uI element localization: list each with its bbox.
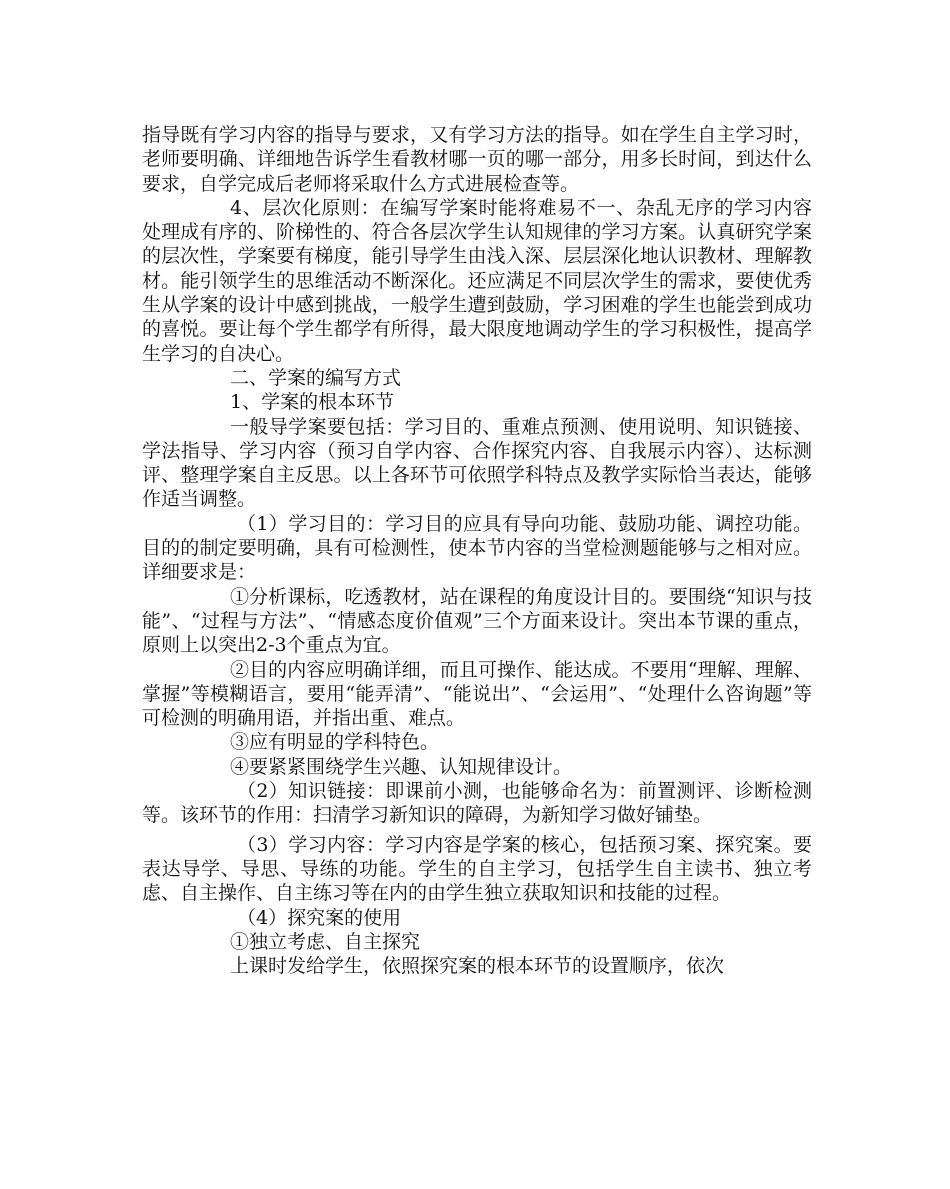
paragraph-guidance: 指导既有学习内容的指导与要求，又有学习方法的指导。如在学生自主学习时，老师要明确、详细地告诉学生看教材哪一页的哪一部分，用多长时间，到达什么要求，自学完成后老师将采取什么方式进展检查等。 [142,124,812,195]
paragraph-knowledge-link: （2）知识链接：即课前小测，也能够命名为：前置测评、诊断检测等。该环节的作用：扫清学习新知识的障碍，为新知学习做好铺垫。 [142,780,812,827]
paragraph-guide-contents: 一般导学案要包括：学习目的、重难点预测、使用说明、知识链接、学法指导、学习内容（预习自学内容、合作探究内容、自我展示内容）、达标测评、整理学案自主反思。以上各环节可依照学科特点及教学实际恰当表达，能够作适当调整。 [142,415,812,511]
paragraph-hierarchy-principle: 4、层次化原则：在编写学案时能将难易不一、杂乱无序的学习内容处理成有序的、阶梯性的、符合各层次学生认知规律的学习方案。认真研究学案的层次性，学案要有梯度，能引导学生由浅入深、层层深化地认识教材、理解教材。能引领学生的思维活动不断深化。还应满足不同层次学生的需求，要使优秀生从学案的设计中感到挑战，一般学生遭到鼓励，学习困难的学生也能尝到成功的喜悦。要让每个学生都学有所得，最大限度地调动学生的学习积极性，提高学生学习的自决心。 [142,196,812,365]
paragraph-objective-item-4: ④要紧紧围绕学生兴趣、认知规律设计。 [230,755,573,778]
section-heading-writing-method: 二、学案的编写方式 [230,366,402,389]
paragraph-inquiry-usage: （4）探究案的使用 [237,906,402,929]
paragraph-objective-item-2: ②目的内容应明确详细，而且可操作、能达成。不要用“理解、理解、掌握”等模糊语言，要用“能弄清”、“能说出”、“会运用”、“处理什么咨询题”等可检测的明确用语，并指出重、难点。 [142,658,812,730]
subsection-heading-basic-steps: 1、学案的根本环节 [230,391,395,414]
paragraph-objective-item-3: ③应有明显的学科特色。 [230,731,440,754]
paragraph-independent-inquiry: ①独立考虑、自主探究 [230,930,421,953]
paragraph-objective-item-1: ①分析课标，吃透教材，站在课程的角度设计目的。要围绕“知识与技能”、“过程与方法”、“情感态度价值观”三个方面来设计。突出本节课的重点，原则上以突出2-3个重点为宜。 [142,585,812,657]
paragraph-in-class-distribution: 上课时发给学生，依照探究案的根本环节的设置顺序，依次 [230,955,725,978]
paragraph-learning-objectives: （1）学习目的：学习目的应具有导向功能、鼓励功能、调控功能。目的的制定要明确，具有可检测性，使本节内容的当堂检测题能够与之相对应。详细要求是： [142,512,812,584]
document-body [142,123,812,978]
paragraph-learning-content: （3）学习内容：学习内容是学案的核心，包括预习案、探究案。要表达导学、导思、导练的功能。学生的自主学习，包括学生自主读书、独立考虑、自主操作、自主练习等在内的由学生独立获取知识和技能的过程。 [142,833,812,905]
